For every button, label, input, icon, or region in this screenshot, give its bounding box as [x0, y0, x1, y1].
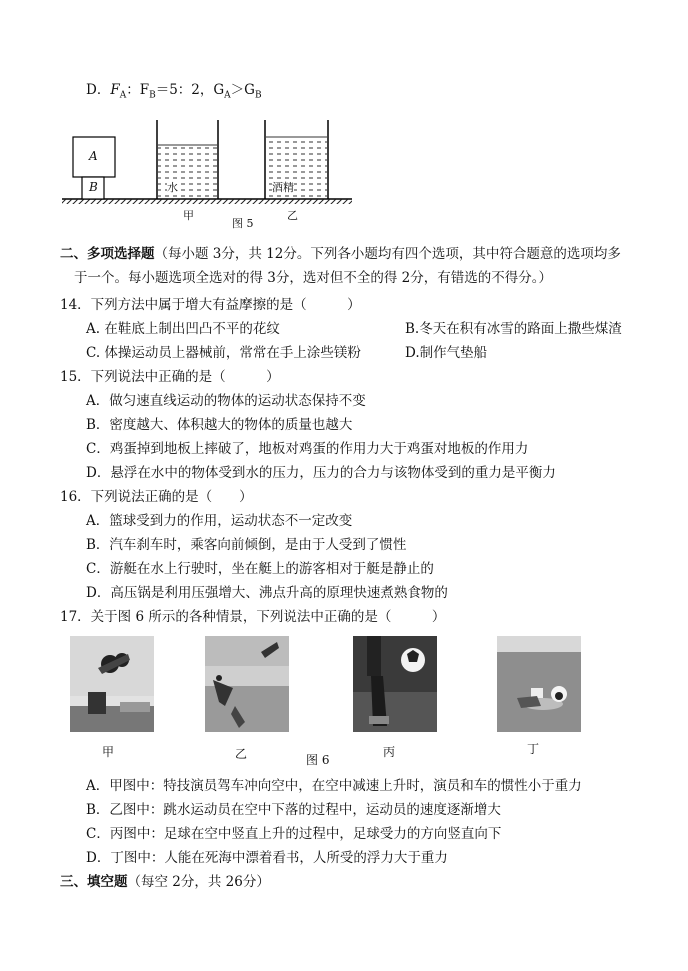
section-2-heading: 二、多项选择题（每小题 3分，共 12分。下列各小题均有四个选项，其中符合题意的选项均多: [60, 246, 621, 262]
q14-stem: 14．下列方法中属于增大有益摩擦的是（ ）: [60, 297, 361, 313]
q16-option-b: B．汽车刹车时，乘客向前倾倒，是由于人受到了惯性: [86, 537, 407, 553]
q17-option-b: B．乙图中：跳水运动员在空中下落的过程中，运动员的速度逐渐增大: [86, 802, 501, 818]
q17-option-a: A．甲图中：特技演员驾车冲向空中，在空中减速上升时，演员和车的惯性小于重力: [86, 778, 582, 794]
ground-hatch: [62, 199, 352, 204]
q15-stem: 15．下列说法中正确的是（ ）: [60, 369, 280, 385]
container-yi-label: 乙: [287, 209, 298, 222]
alcohol-label: 酒精: [272, 181, 294, 194]
water-label: 水: [167, 181, 178, 194]
q15-option-b: B．密度越大、体积越大的物体的质量也越大: [86, 417, 353, 433]
q14-option-c: C. 体操运动员上器械前，常常在手上涂些镁粉: [86, 345, 361, 361]
block-a-label: A: [89, 149, 98, 163]
q17-option-d: D．丁图中：人能在死海中漂着看书，人所受的浮力大于重力: [86, 850, 448, 866]
q15-option-d: D．悬浮在水中的物体受到水的压力，压力的合力与该物体受到的重力是平衡力: [86, 465, 556, 481]
q15-option-c: C．鸡蛋掉到地板上摔破了，地板对鸡蛋的作用力大于鸡蛋对地板的作用力: [86, 441, 529, 457]
figure-5-drawing: [60, 115, 360, 215]
figure-6-label-yi: 乙: [235, 747, 248, 761]
figure-5-caption: 图 5: [232, 217, 254, 230]
figure-6-label-ding: 丁: [527, 742, 540, 756]
q14-option-a: A. 在鞋底上制出凹凸不平的花纹: [86, 321, 280, 337]
option-13d: D．$F_A$：$F_B=5$：2，$G_A>G_B$: [86, 82, 262, 101]
photo-bing-soccer: [353, 636, 437, 732]
q17-stem: 17．关于图 6 所示的各种情景，下列说法中正确的是（ ）: [60, 609, 446, 625]
q16-stem: 16．下列说法正确的是（ ）: [60, 489, 253, 505]
section-3-heading: 三、填空题（每空 2分，共 26分）: [60, 874, 270, 890]
figure-6-label-bing: 丙: [383, 745, 396, 759]
q14-option-b: B.冬天在积有冰雪的路面上撒些煤渣: [405, 321, 622, 337]
q17-option-c: C．丙图中：足球在空中竖直上升的过程中，足球受力的方向竖直向下: [86, 826, 502, 842]
block-b-label: B: [89, 180, 98, 194]
container-jia-label: 甲: [183, 209, 194, 222]
photo-yi-diver: [205, 636, 289, 732]
figure-5: [60, 115, 360, 235]
photo-jia-motorcycle-stunt: [70, 636, 154, 732]
photo-ding-dead-sea: [497, 636, 581, 732]
q15-option-a: A．做匀速直线运动的物体的运动状态保持不变: [86, 393, 366, 409]
q16-option-c: C．游艇在水上行驶时，坐在艇上的游客相对于艇是静止的: [86, 561, 434, 577]
q14-option-d: D.制作气垫船: [405, 345, 488, 361]
q16-option-a: A．篮球受到力的作用，运动状态不一定改变: [86, 513, 353, 529]
figure-6-caption: 图 6: [306, 753, 330, 767]
q16-option-d: D．高压锅是利用压强增大、沸点升高的原理快速煮熟食物的: [86, 585, 448, 601]
figure-6-label-jia: 甲: [102, 745, 115, 759]
section-2-heading-cont: 于一个。每小题选项全选对的得 3分，选对但不全的得 2分，有错选的不得分。）: [74, 270, 553, 286]
